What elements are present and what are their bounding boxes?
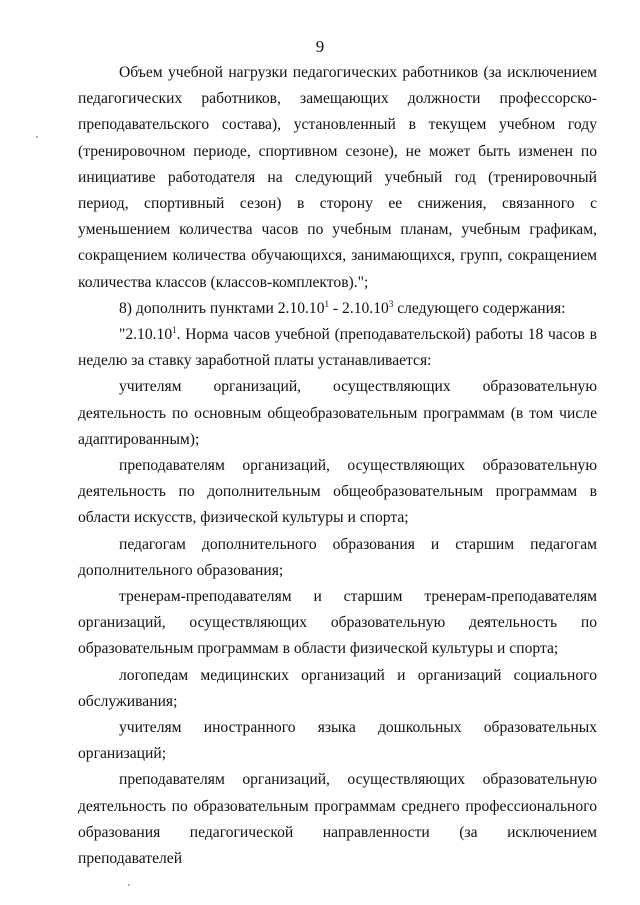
scan-speck bbox=[36, 136, 38, 138]
list-item-teachers: учителям организаций, осуществляющих образовательную деятельность по основным общеобразовательным программам (в том числе адаптированным); bbox=[78, 378, 597, 448]
paragraph-norm-hours: "2.10.10$^1$. Норма часов учебной (преподавательской) работы 18 часов в неделю за ставку заработной платы устанавливается: bbox=[78, 325, 597, 370]
list-item-speech-therapists: логопедам медицинских организаций и организаций социального обслуживания; bbox=[78, 666, 597, 710]
scan-speck bbox=[128, 884, 130, 886]
list-item-lecturers-additional: преподавателям организаций, осуществляющих образовательную деятельность по дополнительным общеобразовательным программам в области искусств, физической культуры и спорта; bbox=[78, 457, 597, 527]
list-item-lecturers-vocational: преподавателям организаций, осуществляющих образовательную деятельность по образовательным программам среднего профессионального образования педагогической направленности (за исключением преподавателей bbox=[78, 771, 597, 868]
paragraph-item-8: 8) дополнить пунктами 2.10.10$^1$ - 2.10.10$^3$ следующего содержания: bbox=[119, 298, 566, 317]
paragraph-workload: Объем учебной нагрузки педагогических работников (за исключением педагогических работников, замещающих должности профессорско-преподавательского состава), установленный в текущем учебном году (тренировочном периоде, спортивном сезоне), не может быть изменен по инициативе работодателя на следующий учебный год (тренировочный период, спортивный сезон) в сторону ее снижения, связанного с уменьшением количества часов по учебным планам, учебным графикам, сокращением количества обучающихся, занимающихся, групп, сокращением количества классов (классов-комплектов)."; bbox=[78, 64, 597, 291]
page-number: 9 bbox=[315, 37, 325, 56]
list-item-educators-additional: педагогам дополнительного образования и старшим педагогам дополнительного образования; bbox=[78, 535, 597, 579]
list-item-foreign-language-teachers: учителям иностранного языка дошкольных образовательных организаций; bbox=[78, 719, 597, 763]
list-item-coaches: тренерам-преподавателям и старшим тренерам-преподавателям организаций, осуществляющих образовательную деятельность по образовательным программам в области физической культуры и спорта; bbox=[78, 588, 597, 658]
document-body bbox=[78, 60, 597, 872]
